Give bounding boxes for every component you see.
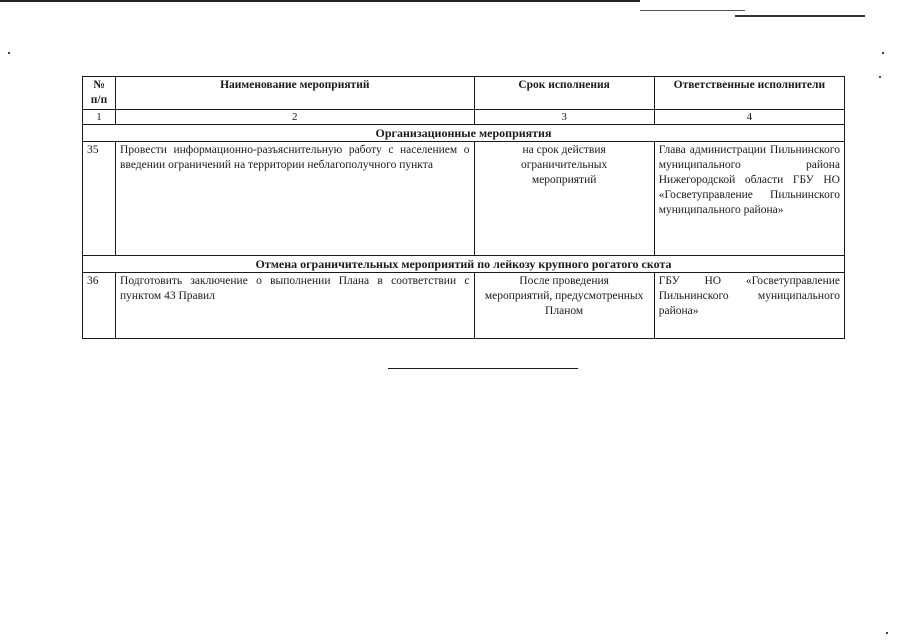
section-title: Организационные мероприятия bbox=[83, 125, 845, 142]
header-num: № п/п bbox=[83, 77, 116, 110]
row-responsible: Глава администрации Пильнинского муниципального района Нижегородской области ГБУ НО «Госветуправление Пильнинского муниципального района» bbox=[654, 142, 844, 256]
scan-artifact-line bbox=[735, 15, 865, 17]
scan-speck bbox=[8, 52, 10, 54]
section-title: Отмена ограничительных мероприятий по лейкозу крупного рогатого скота bbox=[83, 256, 845, 273]
column-index: 1 bbox=[83, 110, 116, 125]
row-term: После проведения мероприятий, предусмотренных Планом bbox=[474, 273, 654, 339]
row-term: на срок действия ограничительных мероприятий bbox=[474, 142, 654, 256]
row-name: Подготовить заключение о выполнении Плана в соответствии с пунктом 43 Правил bbox=[116, 273, 474, 339]
table-row bbox=[83, 273, 845, 339]
header-term: Срок исполнения bbox=[474, 77, 654, 110]
row-name: Провести информационно-разъяснительную работу с населением о введении ограничений на территории неблагополучного пункта bbox=[116, 142, 474, 256]
scan-artifact-line bbox=[640, 10, 745, 11]
column-index-row bbox=[83, 110, 845, 125]
scan-speck bbox=[879, 76, 881, 78]
column-index: 2 bbox=[116, 110, 474, 125]
scan-speck bbox=[882, 52, 884, 54]
measures-table bbox=[82, 76, 845, 339]
section-title-row bbox=[83, 125, 845, 142]
header-name: Наименование мероприятий bbox=[116, 77, 474, 110]
header-responsible: Ответственные исполнители bbox=[654, 77, 844, 110]
scan-speck bbox=[886, 632, 888, 634]
row-responsible: ГБУ НО «Госветуправление Пильнинского муниципального района» bbox=[654, 273, 844, 339]
row-num: 36 bbox=[83, 273, 116, 339]
table-row bbox=[83, 142, 845, 256]
closing-divider bbox=[388, 368, 578, 369]
column-index: 3 bbox=[474, 110, 654, 125]
section-title-row bbox=[83, 256, 845, 273]
row-num: 35 bbox=[83, 142, 116, 256]
column-index: 4 bbox=[654, 110, 844, 125]
table-header-row bbox=[83, 77, 845, 110]
scan-artifact-line bbox=[0, 0, 640, 2]
